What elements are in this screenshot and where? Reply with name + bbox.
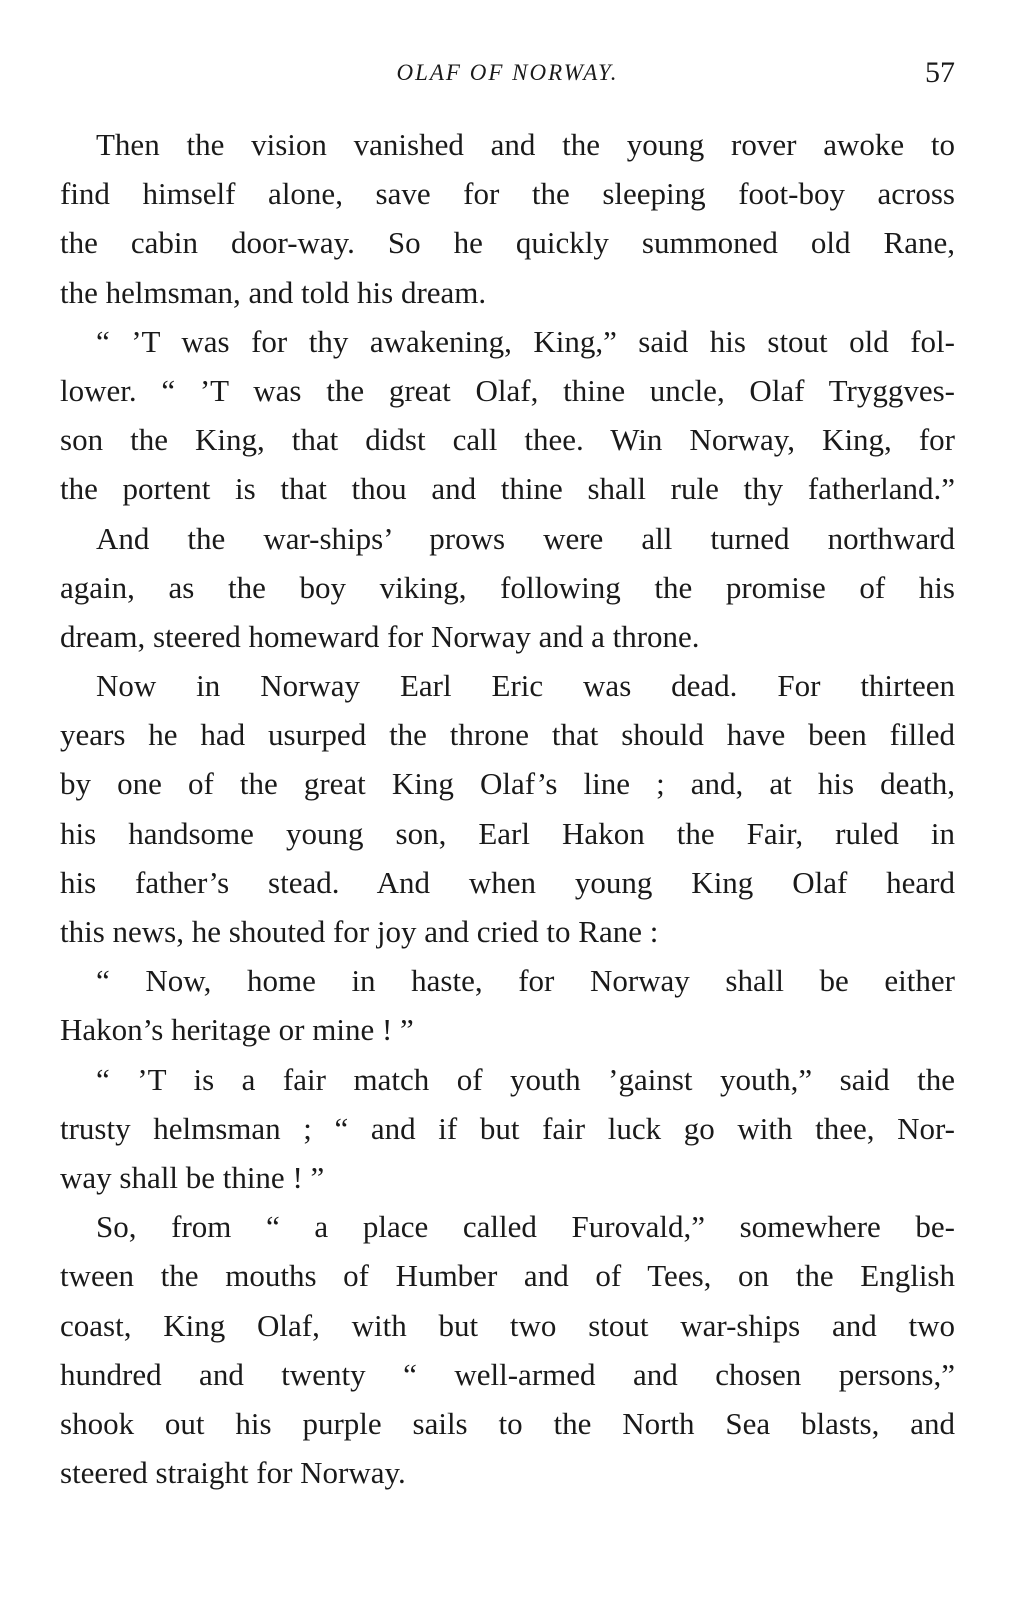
text-line: coast, King Olaf, with but two stout war-ships and two (60, 1307, 955, 1343)
text-line: years he had usurped the throne that should have been filled (60, 717, 955, 753)
text-line: lower. “ ’T was the great Olaf, thine uncle, Olaf Tryggves- (60, 372, 955, 408)
paragraph (60, 661, 955, 956)
running-title: OLAF OF NORWAY. (396, 60, 619, 85)
text-line: son the King, that didst call thee. Win Norway, King, for (60, 422, 955, 458)
running-head (60, 56, 955, 96)
paragraph (60, 956, 955, 1054)
paragraph (60, 1202, 955, 1497)
text-line: by one of the great King Olaf’s line ; and, at his death, (60, 766, 955, 802)
text-line: “ ’T was for thy awakening, King,” said his stout old fol- (96, 323, 955, 359)
text-line: Then the vision vanished and the young rover awoke to (96, 127, 955, 162)
text-line: So, from “ a place called Furovald,” somewhere be- (96, 1209, 955, 1245)
paragraph (60, 1055, 955, 1203)
paragraph (60, 514, 955, 662)
text-line: the portent is that thou and thine shall rule thy fatherland.” (60, 471, 955, 507)
text-line: And the war-ships’ prows were all turned northward (96, 520, 955, 556)
text-line: dream, steered homeward for Norway and a throne. (60, 618, 700, 654)
text-line: “ Now, home in haste, for Norway shall be either (96, 963, 955, 999)
text-line: find himself alone, save for the sleeping foot-boy across (60, 176, 955, 212)
text-line: “ ’T is a fair match of youth ’gainst youth,” said the (96, 1061, 955, 1097)
body-text (60, 120, 955, 1497)
text-line: the cabin door-way. So he quickly summoned old Rane, (60, 225, 955, 261)
text-line: steered straight for Norway. (60, 1455, 406, 1491)
text-line: hundred and twenty “ well-armed and chosen persons,” (60, 1356, 955, 1392)
text-line: shook out his purple sails to the North Sea blasts, and (60, 1405, 955, 1441)
paragraph (60, 317, 955, 514)
page-number: 57 (925, 56, 955, 89)
text-line: Hakon’s heritage or mine ! ” (60, 1012, 414, 1048)
text-line: his handsome young son, Earl Hakon the Fair, ruled in (60, 815, 955, 851)
text-line: the helmsman, and told his dream. (60, 274, 487, 310)
text-line: way shall be thine ! ” (60, 1159, 325, 1195)
text-line: Now in Norway Earl Eric was dead. For thirteen (96, 668, 955, 704)
text-line: tween the mouths of Humber and of Tees, on the English (60, 1258, 955, 1294)
paragraph (60, 120, 955, 317)
text-line: this news, he shouted for joy and cried to Rane : (60, 914, 659, 949)
text-line: his father’s stead. And when young King Olaf heard (60, 864, 955, 900)
text-line: trusty helmsman ; “ and if but fair luck go with thee, Nor- (60, 1110, 955, 1146)
text-line: again, as the boy viking, following the promise of his (60, 569, 955, 605)
